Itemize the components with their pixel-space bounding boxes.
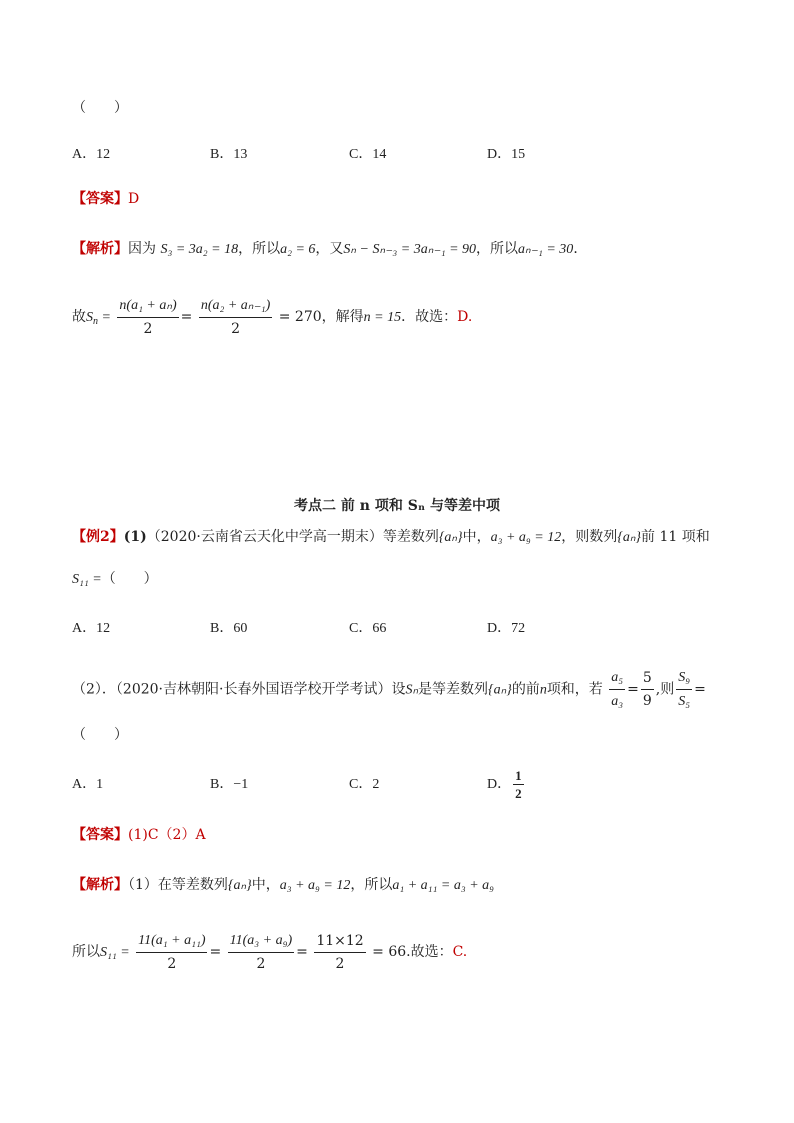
option-c: C．66 bbox=[349, 621, 387, 636]
analysis-2-line-2: 所以S₁₁ = $\frac{\text{11(a₁ + a₁₁)}}{2}$ = $\frac{\text{11(a₃ + a₉)}}{2}$ = $\frac{11\times 12}{2}$ = 66.故选：C. bbox=[72, 930, 467, 974]
fraction: $\frac{\text{n(a₂ + aₙ₋₁)}}{2}$ bbox=[199, 295, 272, 339]
analysis-label: 【解析】 bbox=[72, 877, 128, 893]
source: （2020·吉林朝阳·长春外国语学校开学考试） bbox=[115, 681, 392, 698]
option-d: D．72 bbox=[487, 621, 526, 636]
formula: a₂ = 6 bbox=[280, 242, 316, 257]
text: ，所以 bbox=[476, 241, 519, 257]
option-b: B．60 bbox=[210, 621, 248, 636]
fraction: $\frac{\text{11(a₃ + a₉)}}{2}$ bbox=[228, 930, 294, 974]
question-2-line-2: （ ） bbox=[72, 727, 128, 743]
formula: Sₙ − Sₙ₋₃ = 3aₙ₋₁ = 90 bbox=[343, 242, 477, 257]
fraction: $\frac{\text{S₉}}{\text{S₅}}$ bbox=[676, 667, 692, 712]
fraction: $\frac{1}{2}$ bbox=[515, 768, 522, 802]
formula: n bbox=[539, 682, 547, 698]
analysis-line-2: 故$S_n$ = $\frac{\text{n(a₁ + aₙ)}}{2}$ = $\frac{\text{n(a₂ + aₙ₋₁)}}{2}$ = 270，解得n = 15．故选：D. bbox=[72, 295, 472, 339]
text: 项和，若 bbox=[546, 681, 603, 698]
fraction: $\frac{\text{a₅}}{\text{a₃}}$ bbox=[609, 667, 625, 712]
option-a: A．12 bbox=[72, 147, 111, 162]
text: .故选： bbox=[406, 944, 453, 960]
text: 故 bbox=[72, 309, 86, 325]
text: 中， bbox=[251, 877, 280, 893]
text: 所以 bbox=[72, 944, 100, 960]
text: （1）在等差数列 bbox=[128, 877, 228, 893]
text: 是等差数列 bbox=[418, 681, 489, 698]
formula: a₃ + a₉ = 12 bbox=[490, 530, 562, 545]
example-label: 【例2】 bbox=[72, 529, 124, 545]
fraction: $\frac{\text{n(a₁ + aₙ)}}{2}$ bbox=[117, 295, 178, 339]
blank-paren: （ ） bbox=[101, 571, 158, 587]
fraction: $\frac{11\times 12}{2}$ bbox=[316, 932, 364, 972]
formula: = 66 bbox=[372, 944, 407, 960]
text: 中， bbox=[462, 529, 491, 545]
option-b: B．−1 bbox=[210, 777, 249, 792]
text: ,则 bbox=[655, 681, 675, 698]
formula: a₁ + a₁₁ = a₃ + a₉ bbox=[392, 878, 495, 893]
formula: {aₙ} bbox=[227, 878, 252, 893]
formula: aₙ₋₁ = 30 bbox=[518, 242, 574, 257]
formula: {aₙ} bbox=[438, 530, 463, 545]
formula: S₃ = 3a₂ = 18 bbox=[160, 242, 239, 257]
text: 设 bbox=[391, 681, 406, 698]
example-2-line-1 bbox=[72, 527, 710, 548]
fraction: $\frac{5}{9}$ bbox=[642, 670, 652, 709]
blank-paren: （ ） bbox=[72, 100, 128, 116]
formula: = 270 bbox=[278, 309, 322, 325]
formula: n = 15 bbox=[363, 310, 402, 325]
choice: C. bbox=[452, 944, 468, 960]
option-c: C．14 bbox=[349, 147, 387, 162]
section-title: 考点二 前 n 项和 Sₙ 与等差中项 bbox=[294, 498, 500, 514]
formula: {aₙ} bbox=[617, 530, 642, 545]
formula: S₁₁ = bbox=[72, 572, 102, 587]
answer-label: 【答案】 bbox=[72, 827, 128, 843]
fraction: $\frac{\text{11(a₁ + a₁₁)}}{2}$ bbox=[136, 930, 207, 974]
text: ，所以 bbox=[350, 877, 393, 893]
part-label: （2）． bbox=[72, 681, 116, 698]
text: ，解得 bbox=[321, 309, 364, 325]
formula: a₃ + a₉ = 12 bbox=[279, 878, 351, 893]
text: （2020·云南省云天化中学高一期末）等差数列 bbox=[146, 529, 439, 545]
text: ，则数列 bbox=[561, 529, 618, 545]
part-label: (1) bbox=[123, 529, 147, 545]
text: 前 11 项和 bbox=[641, 529, 710, 545]
option-c: C．2 bbox=[349, 777, 380, 792]
question-2-line-1: （2）．（2020·吉林朝阳·长春外国语学校开学考试）设Sₙ是等差数列{aₙ}的前n项和，若 $\frac{\text{a₅}}{\text{a₃}}$ = $\frac{5}{9}$ ,则 $\frac{\text{S₉}}{\text{S₅}}$ = bbox=[72, 667, 706, 712]
formula: Sₙ bbox=[405, 682, 419, 698]
text: 的前 bbox=[511, 681, 540, 698]
choice: D. bbox=[457, 309, 473, 325]
answer-line-2 bbox=[72, 825, 206, 845]
formula: S₁₁ = bbox=[100, 945, 130, 960]
analysis-label: 【解析】 bbox=[72, 241, 128, 257]
example-2-line-2 bbox=[72, 569, 158, 590]
option-a: A．1 bbox=[72, 777, 104, 792]
text: ，又 bbox=[315, 241, 344, 257]
text: 因为 bbox=[128, 241, 156, 257]
option-d: D．15 bbox=[487, 147, 526, 162]
text: ．故选： bbox=[401, 309, 458, 325]
answer-label: 【答案】 bbox=[72, 191, 128, 207]
answer-value: (1)C（2）A bbox=[128, 827, 206, 843]
answer-line bbox=[72, 189, 139, 209]
text: ． bbox=[573, 241, 588, 257]
option-a: A．12 bbox=[72, 621, 111, 636]
answer-value: D bbox=[128, 191, 140, 207]
formula: {aₙ} bbox=[488, 682, 512, 698]
text: ，所以 bbox=[238, 241, 281, 257]
analysis-line-1 bbox=[72, 239, 587, 260]
option-b: B．13 bbox=[210, 147, 248, 162]
option-d: D． $\frac{1}{2}$ bbox=[487, 768, 522, 802]
analysis-2-line-1 bbox=[72, 875, 494, 896]
